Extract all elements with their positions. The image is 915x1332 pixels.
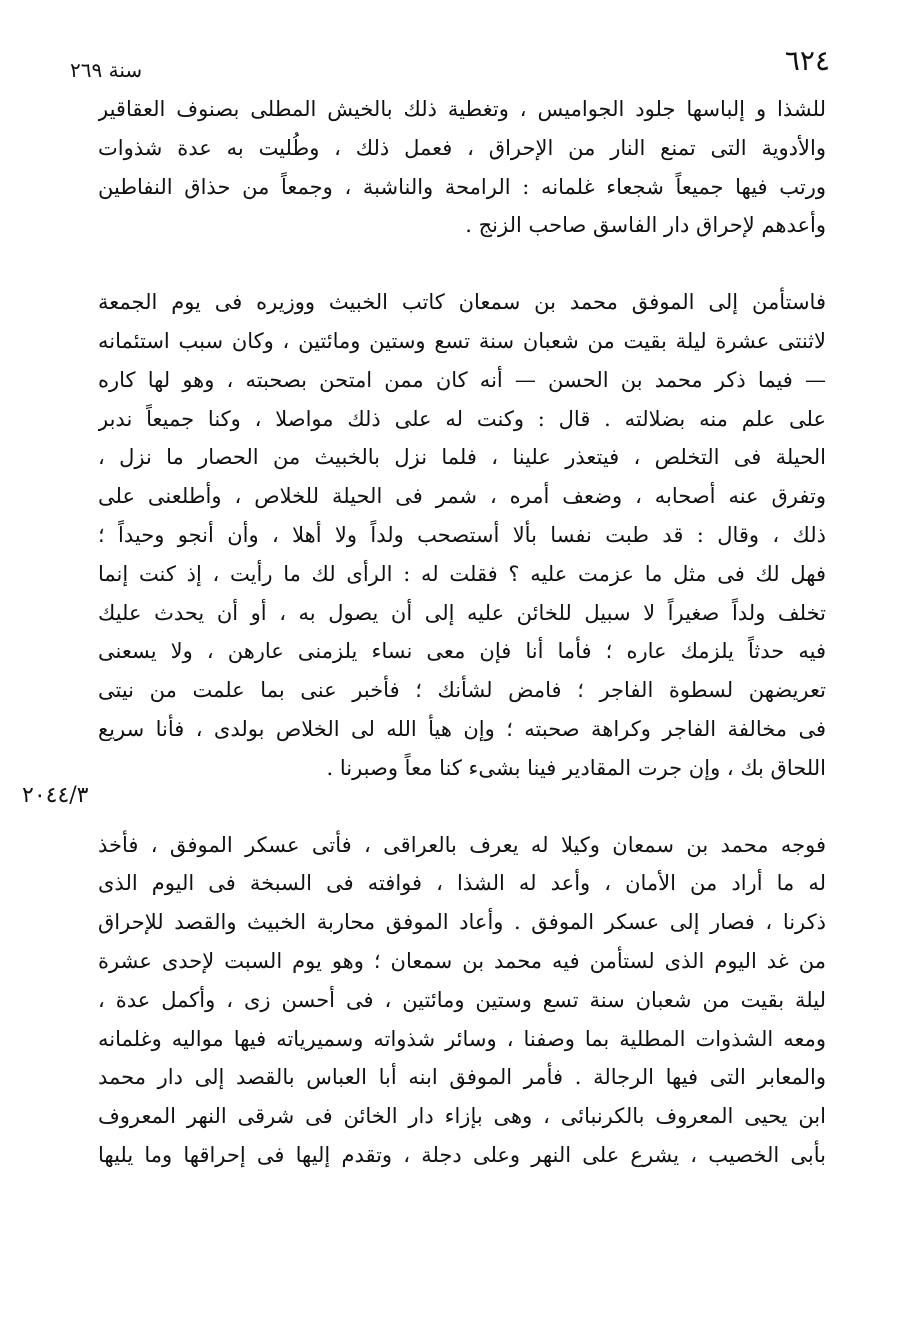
- text-line: وأعدهم لإحراق دار الفاسق صاحب الزنج .: [465, 213, 826, 238]
- page-number: ٦٢٤: [784, 44, 830, 77]
- text-line: الحيلة فى التخلص ، فيتعذر علينا ، فلما نزل بالخبيث من الحصار ما نزل ،: [98, 445, 826, 470]
- text-line: فوجه محمد بن سمعان وكيلا له يعرف بالعراقى ، فأتى عسكر الموفق ، فأخذ: [98, 832, 826, 857]
- text-line: ذكرنا ، فصار إلى عسكر الموفق . وأعاد الموفق محاربة الخبيث والقصد للإحراق: [98, 910, 826, 935]
- text-line: فاستأمن إلى الموفق محمد بن سمعان كاتب الخبيث ووزيره فى يوم الجمعة: [98, 290, 826, 315]
- text-line: والأدوية التى تمنع النار من الإحراق ، فعمل ذلك ، وطُليت به عدة شذوات: [98, 135, 826, 160]
- text-line: بأبى الخصيب ، يشرع على النهر وعلى دجلة ، وتقدم إليها فى إحراقها وما يليها: [98, 1142, 826, 1167]
- text-line: للشذا و إلباسها جلود الجواميس ، وتغطية ذلك بالخيش المطلى بصنوف العقاقير: [98, 97, 826, 121]
- paragraph-1: [98, 90, 826, 245]
- text-line: تخلف ولداً صغيراً لا سبيل للخائن عليه إلى أن يصول به ، أو أن يحدث عليك: [98, 600, 826, 625]
- text-line: ابن يحيى المعروف بالكرنبائى ، وهى بإزاء دار الخائن فى شرقى النهر المعروف: [98, 1104, 826, 1129]
- text-line: ليلة بقيت من شعبان سنة تسع وستين ومائتين ، فى أحسن زى ، وأكمل عدة ،: [98, 987, 826, 1012]
- text-line: — فيما ذكر محمد بن الحسن — أنه كان ممن امتحن بصحبته ، وهو لها كاره: [98, 367, 826, 392]
- text-line: وتفرق عنه أصحابه ، وضعف أمره ، شمر فى الحيلة للخلاص ، وأطلعنى على: [98, 484, 826, 509]
- text-line: ومعه الشذوات المطلية بما وصفنا ، وسائر شذواته وسميرياته فيها مواليه وغلمانه: [98, 1026, 826, 1051]
- paragraph-3: [98, 826, 826, 1175]
- text-line: ذلك ، وقال : قد طبت نفسا بألا أستصحب ولداً ولا أهلا ، وأن أنجو وحيداً ؛: [98, 522, 826, 547]
- text-line: له ما أراد من الأمان ، وأعد له الشذا ، فوافته فى السبخة فى اليوم الذى: [98, 871, 826, 896]
- text-line: فيه حدثاً يلزمك عاره ؛ فأما أنا فإن معى نساء يلزمنى عارهن ، ولا يسعنى: [98, 639, 826, 664]
- text-line: فهل لك فى مثل ما عزمت عليه ؟ فقلت له : الرأى لك ما رأيت ، إذ كنت إنما: [98, 561, 826, 586]
- text-line: لاثنتى عشرة ليلة بقيت من شعبان سنة تسع وستين ومائتين ، وكان سبب استئمانه: [98, 328, 826, 353]
- text-line: والمعابر التى فيها الرجالة . فأمر الموفق ابنه أبا العباس بالقصد إلى دار محمد: [98, 1065, 826, 1090]
- paragraph-2: [98, 283, 826, 787]
- body-text: [98, 90, 826, 1175]
- text-line: اللحاق بك ، وإن جرت المقادير فينا بشىء كنا معاً وصبرنا .: [326, 755, 826, 780]
- text-line: تعريضهن لسطوة الفاجر ؛ فامض لشأنك ؛ فأخبر عنى بما علمت من نيتى: [98, 678, 826, 703]
- text-line: على علم منه بضلالته . قال : وكنت له على ذلك مواصلا ، وكنا جميعاً ندبر: [98, 406, 826, 431]
- running-head-year: سنة ٢٦٩: [70, 58, 143, 82]
- text-line: ورتب فيها جميعاً شجعاء غلمانه : الرامحة والناشبة ، وجمعاً من حذاق النفاطين: [98, 174, 826, 199]
- text-line: فى مخالفة الفاجر وكراهة صحبته ؛ وإن هيأ الله لى الخلاص بولدى ، فأنا سريع: [98, 716, 826, 741]
- page-header: [60, 44, 830, 94]
- text-line: من غد اليوم الذى لستأمن فيه محمد بن سمعان ؛ وهو يوم السبت لإحدى عشرة: [98, 948, 826, 973]
- margin-reference: ٢٠٤٤/٣: [22, 783, 89, 808]
